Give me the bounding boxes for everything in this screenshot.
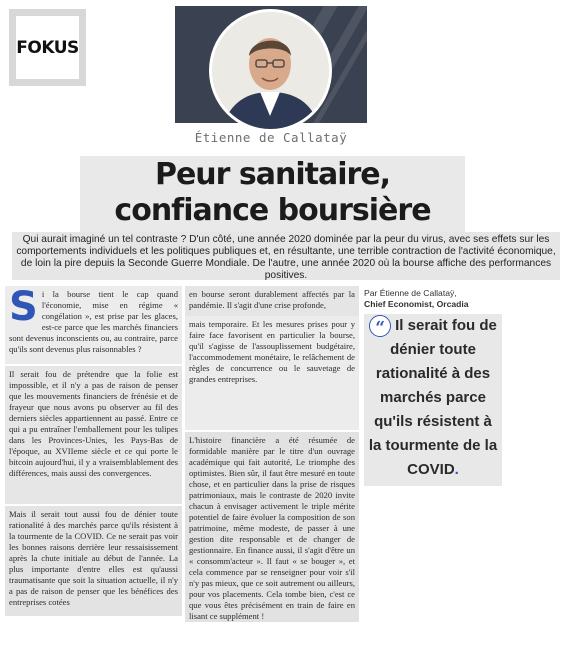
body-paragraph-1 [5,286,182,364]
byline [364,288,504,310]
body-paragraph-2: Il serait fou de prétendre que la folie est impossible, et il n'y a pas de raison de penser que les mouvements financiers de frénésie et de frayeur que nous avons pu observer au fil des derniers siècles appartiennent au passé. Entre ce qui a pu entraîner l'emballement pour les tulipes dans les Provinces-Unies, les Pays-Bas de l'époque, au XVIIeme siècle et ce qui porte le bitcoin aujourd'hui, il y a vraisemblablement des différences, mais aussi des convergences. [5,366,182,504]
brand-logo: FOKUS [16,16,79,79]
headline-line-1: Peur sanitaire, [154,157,391,192]
byline-role: Chief Economist, Orcadia [364,299,469,309]
intro-paragraph: Qui aurait imaginé un tel contraste ? D'un côté, une année 2020 dominée par la peur du virus, avec ses effets sur les comportements individuels et les politiques publiques et, en résultante, une terrible contraction de l'activité économique, de loin la pire depuis la Seconde Guerre Mondiale. De l'autre, une année 2020 où la bourse affiche des performances positives. [12,232,560,280]
headline-line-2: confiance boursière [114,193,431,228]
headline [80,156,465,232]
body-paragraph-3: Mais il serait tout aussi fou de dénier toute rationalité à des marchés parce qu'ils résistent à la tourmente de la COVID. Ce ne serait pas voir les bonnes raisons derrière leur ressaisissement après la chute initiale au début de l'année. La plus importante d'entre elles est qu'aussi traumatisante que soit la situation actuelle, il n'y a pas de raison de penser que les bénéfices des entreprises cotées [5,506,182,616]
body-paragraph-5: mais temporaire. Et les mesures prises pour y faire face favorisent en particulier la bourse, qu'il s'agisse de l'assouplissement budgétaire, l'accommodement monétaire, le relâchement de règles de concurrence ou le sauvetage de grandes entreprises. [185,316,359,430]
body-paragraph-6: L'histoire financière a été résumée de formidable manière par le titre d'un ouvrage académique qui fait autorité, Le triomphe des optimistes. Bien sûr, il faut être mesuré en toute chose, et en particulier dans la prise de risques patrimoniaux, mais le contraste de 2020 invite chacun à envisager activement le triple mérite potentiel de faire évoluer la composition de son patrimoine, même modeste, de passer à une gestion dite responsable et de changer de gestionnaire. En finance aussi, il s'agit d'être un « consomm'acteur ». Il faut « se bouger », et cela commence par se renseigner pour voir s'il n'y pas mieux, que ce soit autrement ou ailleurs, pour vos placements. Cela tombe bien, c'est ce que vous êtes précisément en train de faire en lisant ce supplément ! [185,432,359,622]
drop-cap: S [9,284,38,330]
byline-author: Par Étienne de Callataÿ, [364,288,457,298]
author-portrait-icon [212,12,329,129]
quote-icon: “ [369,315,391,337]
body-paragraph-4: en bourse seront durablement affectés par la pandémie. Il s'agit d'une crise profonde, [185,286,359,316]
pull-quote [364,314,502,486]
author-name: Étienne de Callataÿ [194,130,348,145]
pull-quote-end: . [454,461,459,478]
pull-quote-text: Il serait fou de dénier toute rationalité à des marchés parce qu'ils résistent à la tourmente de la COVID [368,317,498,478]
body-text: i la bourse tient le cap quand l'économie, mise en régime « congélation », est prise par les glaces, est-ce parce que les marchés financiers sont devenus inconscients ou, au contraire, parce qu'ils sont devenus plus raisonnables ? [9,289,178,354]
author-portrait [209,9,332,132]
